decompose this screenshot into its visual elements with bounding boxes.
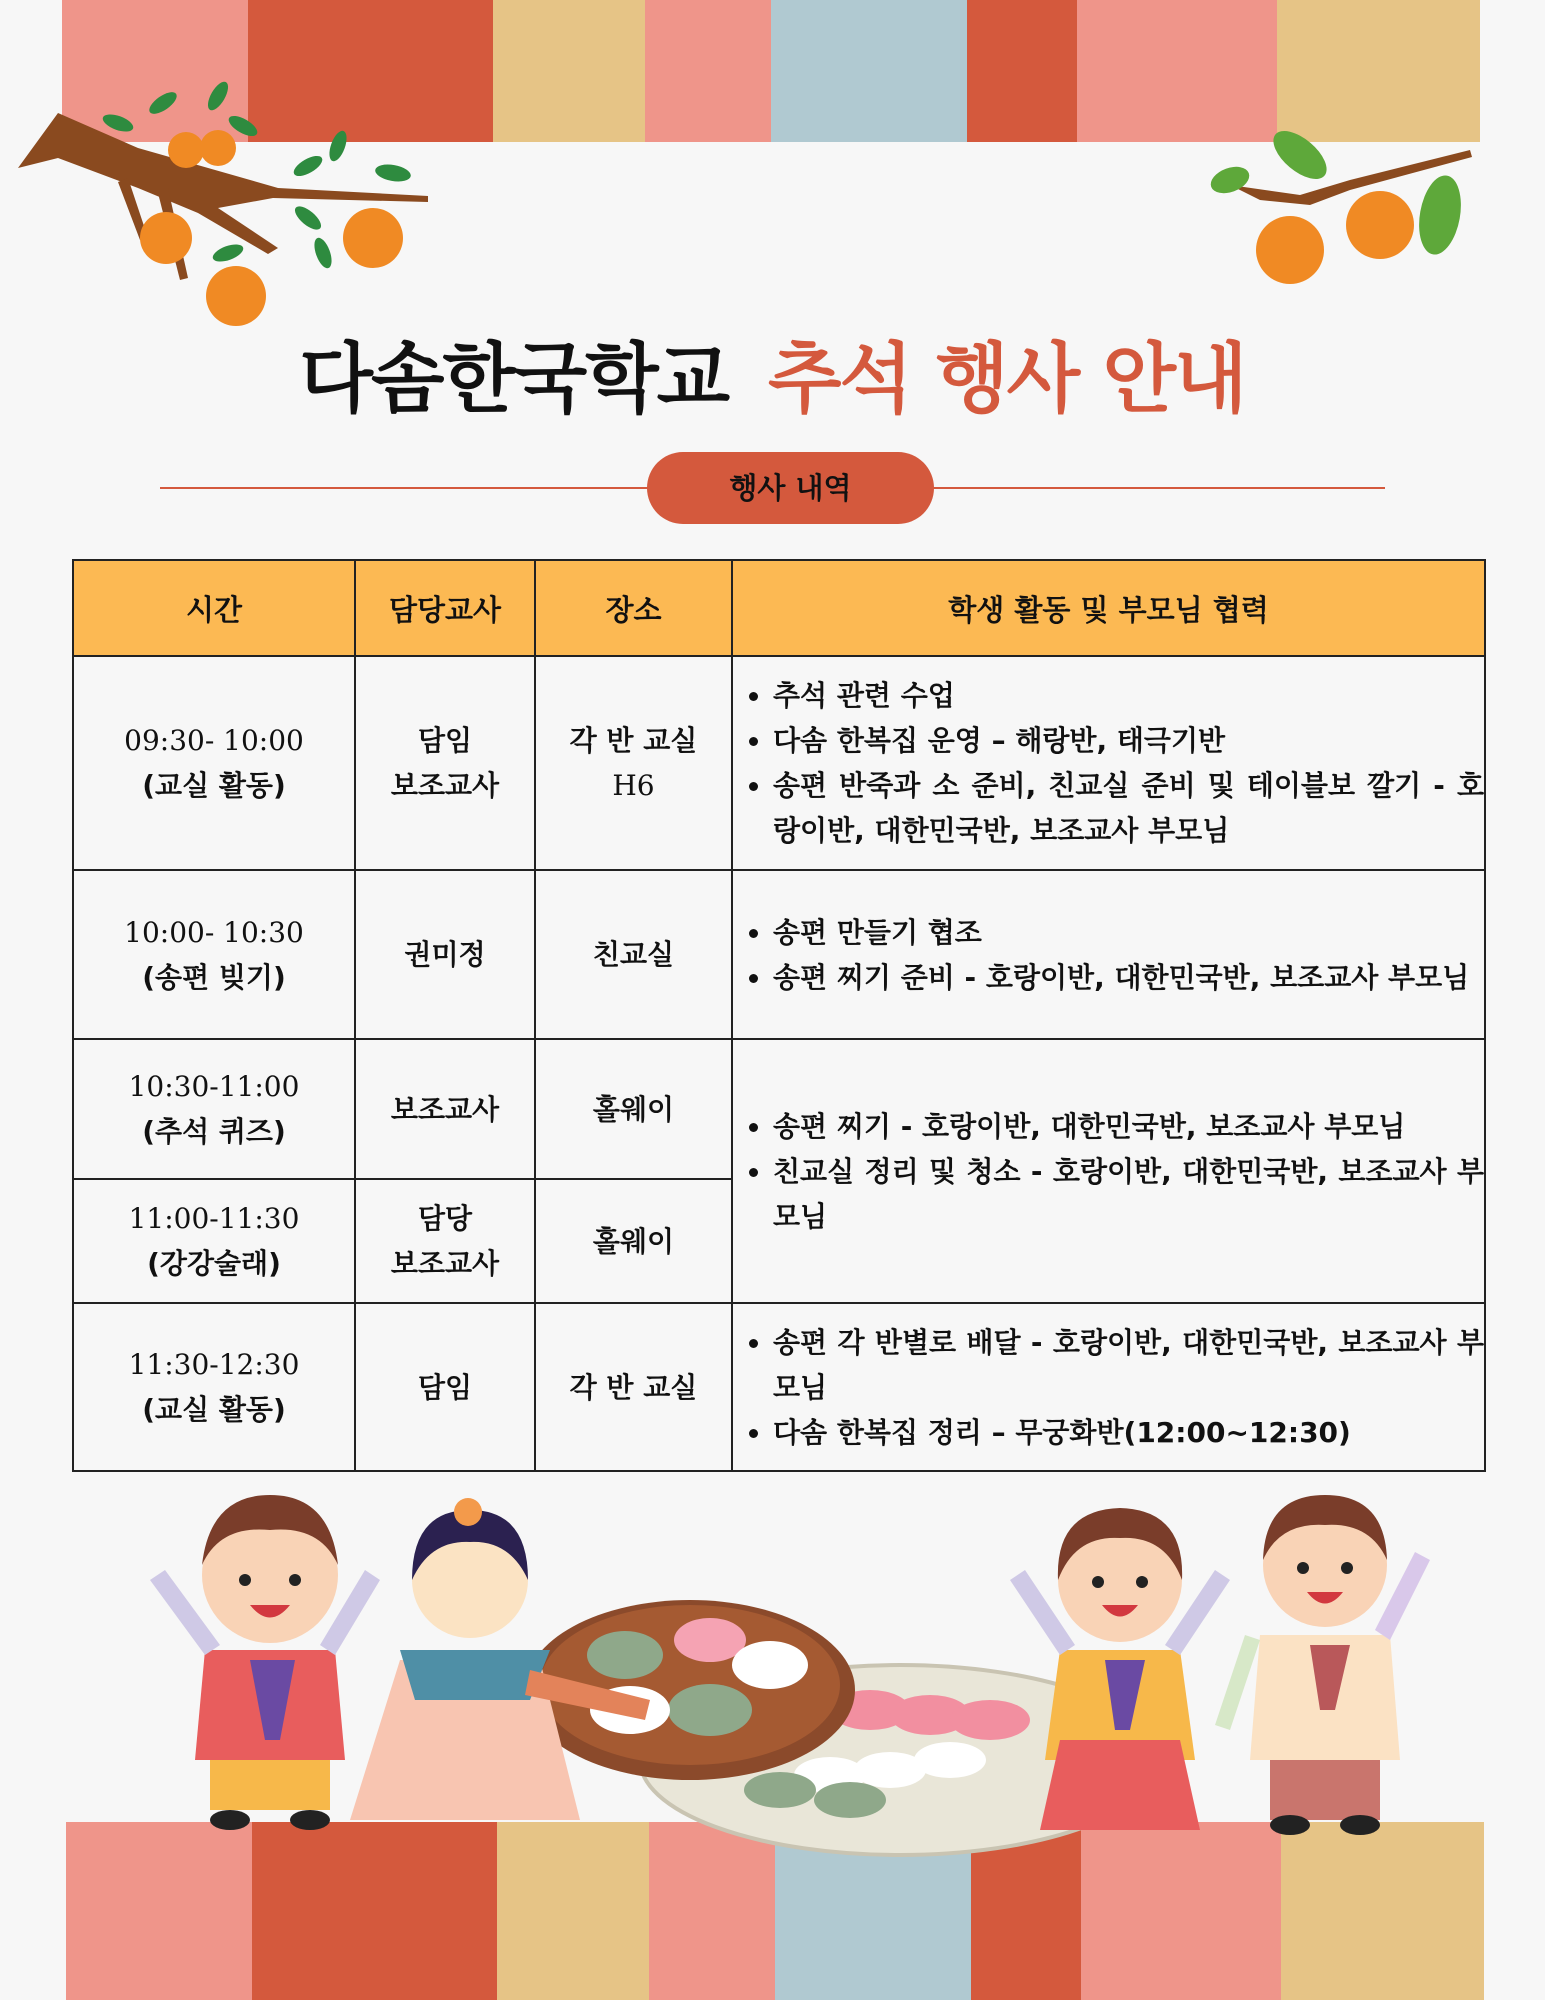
activity-item: • 송편 찌기 - 호랑이반, 대한민국반, 보조교사 부모님 — [773, 1104, 1484, 1149]
time-activity: (교실 활동) — [142, 769, 286, 802]
time-cell — [73, 656, 355, 870]
table-row — [73, 1303, 1485, 1471]
place-cell — [535, 1303, 732, 1471]
time-range: 11:00-11:30 — [128, 1202, 300, 1235]
place-cell — [535, 656, 732, 870]
place-line: 각 반 교실 — [569, 1370, 698, 1404]
place-line: 홀웨이 — [592, 1092, 675, 1126]
column-header-time: 시간 — [73, 560, 355, 656]
activities-cell — [732, 870, 1485, 1039]
activities-cell — [732, 1303, 1485, 1471]
activity-item: • 다솜 한복집 운영 – 해랑반, 태극기반 — [773, 718, 1484, 763]
activities-list — [733, 1104, 1484, 1239]
time-cell — [73, 1039, 355, 1179]
teacher-line: 보조교사 — [390, 1092, 500, 1126]
activities-list — [733, 910, 1484, 1000]
time-activity: (송편 빚기) — [142, 960, 286, 994]
teacher-cell — [355, 1303, 535, 1471]
column-header-place: 장소 — [535, 560, 732, 656]
persimmon-branch-left-illustration — [18, 78, 458, 338]
teacher-line: 담임 — [417, 1370, 473, 1404]
teacher-line: 담임 — [417, 724, 473, 757]
teacher-cell — [355, 870, 535, 1039]
teacher-cell — [355, 656, 535, 870]
table-row — [73, 656, 1485, 870]
table-row — [73, 870, 1485, 1039]
place-cell — [535, 1039, 732, 1179]
column-header-teacher: 담당교사 — [355, 560, 535, 656]
activities-cell — [732, 656, 1485, 870]
time-range: 10:00- 10:30 — [124, 915, 304, 949]
place-cell — [535, 1179, 732, 1303]
teacher-line: 권미정 — [404, 938, 486, 971]
section-divider-left — [160, 487, 650, 489]
event-title: 추석 행사 안내 — [768, 334, 1246, 423]
activities-list — [733, 673, 1484, 853]
time-range: 10:30-11:00 — [128, 1070, 300, 1103]
teacher-line: 보조교사 — [390, 1247, 500, 1280]
activity-item: • 송편 찌기 준비 - 호랑이반, 대한민국반, 보조교사 부모님 — [773, 955, 1484, 1000]
time-activity: (추석 퀴즈) — [142, 1115, 286, 1148]
time-range: 09:30- 10:00 — [124, 724, 304, 757]
teacher-line: 보조교사 — [390, 769, 500, 802]
children-hanbok-illustration — [130, 1470, 1450, 1870]
time-cell — [73, 1179, 355, 1303]
school-name: 다솜한국학교 — [299, 334, 729, 423]
activity-item: • 추석 관련 수업 — [773, 673, 1484, 718]
activity-item: • 다솜 한복집 정리 – 무궁화반(12:00~12:30) — [773, 1410, 1484, 1455]
time-cell — [73, 1303, 355, 1471]
time-range: 11:30-12:30 — [128, 1348, 300, 1381]
place-line: 각 반 교실 — [569, 724, 698, 757]
section-divider-right — [930, 487, 1385, 489]
time-activity: (교실 활동) — [142, 1393, 286, 1426]
activity-item: • 송편 각 반별로 배달 - 호랑이반, 대한민국반, 보조교사 부모님 — [773, 1320, 1484, 1410]
teacher-line: 담당 — [417, 1202, 473, 1235]
teacher-cell — [355, 1039, 535, 1179]
page-title — [0, 318, 1545, 427]
table-header-row — [73, 560, 1485, 656]
place-line: 친교실 — [592, 938, 675, 971]
section-label: 행사 내역 — [647, 452, 934, 524]
persimmon-branch-right-illustration — [1200, 125, 1480, 295]
teacher-cell — [355, 1179, 535, 1303]
activity-item: • 송편 만들기 협조 — [773, 910, 1484, 955]
activity-item: • 송편 반죽과 소 준비, 친교실 준비 및 테이블보 깔기 - 호랑이반, 대한민국반, 보조교사 부모님 — [773, 763, 1484, 853]
time-activity: (강강술래) — [147, 1247, 281, 1280]
place-line: H6 — [612, 769, 655, 802]
activity-item: • 친교실 정리 및 청소 - 호랑이반, 대한민국반, 보조교사 부모님 — [773, 1149, 1484, 1239]
time-cell — [73, 870, 355, 1039]
activities-cell — [732, 1039, 1485, 1303]
table-row — [73, 1039, 1485, 1179]
column-header-activities: 학생 활동 및 부모님 협력 — [732, 560, 1485, 656]
activities-list — [733, 1320, 1484, 1455]
place-line: 홀웨이 — [592, 1224, 675, 1258]
schedule-table — [72, 559, 1486, 1472]
place-cell — [535, 870, 732, 1039]
